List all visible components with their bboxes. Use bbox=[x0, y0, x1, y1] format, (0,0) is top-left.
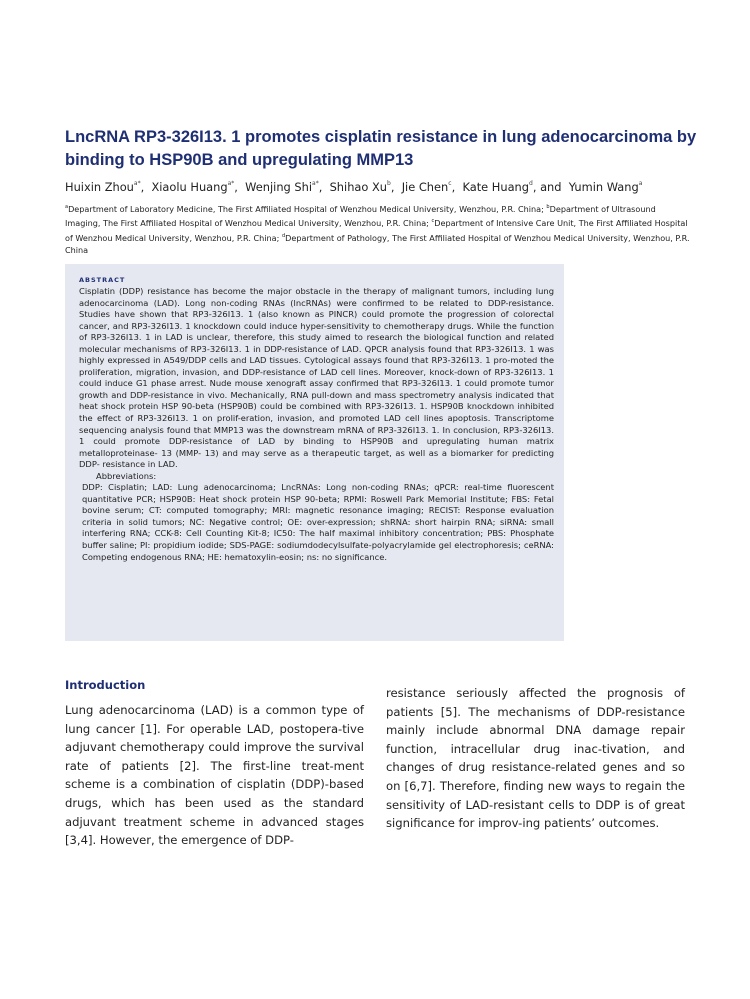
affiliation-text: Department of Intensive Care Unit, The First Affiliated Hospital of Wenzhou Medical University, Wenzhou, P.R. China; bbox=[65, 218, 688, 243]
abstract-text: Cisplatin (DDP) resistance has become the major obstacle in the therapy of malignant tumors, including lung adenocarcinoma (LAD). Long non-coding RNAs (lncRNAs) were confirmed to be related to DDP-resistance. Studies have shown that RP3-326I13. 1 (also known as PINCR) could promote the progression of colorectal cancer, and RP3-326I13. 1 knockdown could induce hyper-sensitivity to chemotherapy drugs. While the function of RP3-326I13. 1 in LAD is unclear, therefore, this study aimed to research the biological function and related molecular mechanisms of RP3-326I13. 1 in DDP-resistance of LAD. QPCR analysis found that RP3-326I13. 1 was highly expressed in A549/DDP cells and LAD tissues. Cytological assays found that RP3-326I13. 1 pro-moted the proliferation, migration, invasion, and DDP-resistance of LAD cell lines. Moreover, knock-down of RP3-326I13. 1 could induce G1 phase arrest. Nude mouse xenograft assay confirmed that RP3-326I13. 1 could promote tumor growth and DDP-resistance in vivo. Mechanically, RNA pull-down and mass spectrometry analysis indicated that heat shock protein HSP 90-beta (HSP90B) could be combined with RP3-326I13. 1. HSP90B knockdown inhibited the effect of RP3-326I13. 1 on prolif-eration, invasion, and promoted LAD cell lines apoptosis. Transcriptome sequencing analysis found that MMP13 was the downstream mRNA of RP3-326I13. 1. In conclusion, RP3-326I13. 1 could promote DDP-resistance of LAD by binding to HSP90B and upregulating human matrix metalloproteinase- 13 (MMP- 13) and may serve as a therapeutic target, as well as a biomarker for predicting DDP- resistance in LAD. bbox=[79, 286, 554, 470]
author-affil-sup: a bbox=[638, 180, 643, 187]
author-name: Wenjing Shi bbox=[245, 180, 313, 194]
affiliation-text: Department of Pathology, The First Affiliated Hospital of Wenzhou Medical University, Wenzhou, P.R. China bbox=[65, 232, 690, 255]
author-name: Kate Huang bbox=[462, 180, 530, 194]
author-affil-sup: d bbox=[529, 180, 533, 187]
author-name: Xiaolu Huang bbox=[151, 180, 228, 194]
author-name: Shihao Xu bbox=[329, 180, 388, 194]
affil-sup: c bbox=[431, 218, 435, 225]
author-affil-sup: b bbox=[387, 180, 391, 187]
author-affil-sup: a* bbox=[312, 180, 319, 187]
abbreviations-text: DDP: Cisplatin; LAD: Lung adenocarcinoma; LncRNAs: Long non-coding RNAs; qPCR: real-time fluorescent quantitative PCR; HSP90B: Heat shock protein HSP 90-beta; RPMI: Roswell Park Memorial Institute; FBS: Fetal bovine serum; CT: computed tomography; MRI: magnetic resonance imaging; RECIST: Response evaluation criteria in solid tumors; NC: Negative control; OE: over-expression; shRNA: short hairpin RNA; siRNA: small interfering RNA; CCK-8: Cell Counting Kit-8; IC50: The half maximal inhibitory concentration; PBS: Phosphate buffer saline; PI: propidium iodide; SDS-PAGE: sodiumdodecylsulfate-polyacrylamide gel electrophoresis; ceRNA: Competing endogenous RNA; HE: hematoxylin-eosin; ns: no significance. bbox=[82, 482, 554, 562]
introduction-heading: Introduction bbox=[65, 678, 146, 692]
author-name: Huixin Zhou bbox=[65, 180, 134, 194]
abstract-heading: ABSTRACT bbox=[79, 276, 126, 284]
author-list: Huixin Zhou$^{a*}$, Xiaolu Huang$^{a*}$, Wenjing Shi$^{a*}$, Shihao Xu$^b$, Jie Chen$^c$, Kate Huang$^d$, and Yumin Wang$^a$ bbox=[65, 180, 643, 194]
affiliations bbox=[65, 201, 692, 256]
introduction-right-column: resistance seriously affected the prognosis of patients [5]. The mechanisms of DDP-resistance mainly include abnormal DNA damage repair function, intracellular drug inac-tivation, and changes of drug resistance-related genes and so on [6,7]. Therefore, finding new ways to regain the sensitivity of LAD-resistant cells to DDP is of great significance for improv-ing patients’ outcomes. bbox=[386, 686, 685, 831]
affil-sup: b bbox=[546, 204, 550, 210]
author-name: Yumin Wang bbox=[568, 180, 639, 194]
author-affil-sup: a* bbox=[227, 180, 235, 187]
author-affil-sup: c bbox=[448, 180, 452, 187]
affiliation-text: Department of Laboratory Medicine, The First Affiliated Hospital of Wenzhou Medical University, Wenzhou, P.R. China; bbox=[68, 204, 544, 214]
affil-sup: d bbox=[281, 232, 286, 239]
introduction-left-column: Lung adenocarcinoma (LAD) is a common type of lung cancer [1]. For operable LAD, postopera-tive adjuvant chemotherapy could improve the survival rate of patients [2]. The first-line treat-ment scheme is a combination of cisplatin (DDP)-based drugs, which has been used as the standard adjuvant treatment scheme in advanced stages [3,4]. However, the emergence of DDP- bbox=[65, 703, 364, 848]
abstract-box bbox=[65, 264, 564, 641]
abbreviations-heading: Abbreviations: bbox=[96, 470, 157, 481]
paper-title: LncRNA RP3-326I13. 1 promotes cisplatin resistance in lung adenocarcinoma by binding to HSP90B and upregulating MMP13 bbox=[65, 128, 697, 169]
affil-sup: a bbox=[65, 204, 69, 210]
author-name: Jie Chen bbox=[401, 180, 449, 194]
author-affil-sup: a* bbox=[133, 180, 141, 187]
affiliation-text: Department of Ultrasound Imaging, The First Affiliated Hospital of Wenzhou Medical University, Wenzhou, P.R. China; bbox=[65, 204, 656, 229]
